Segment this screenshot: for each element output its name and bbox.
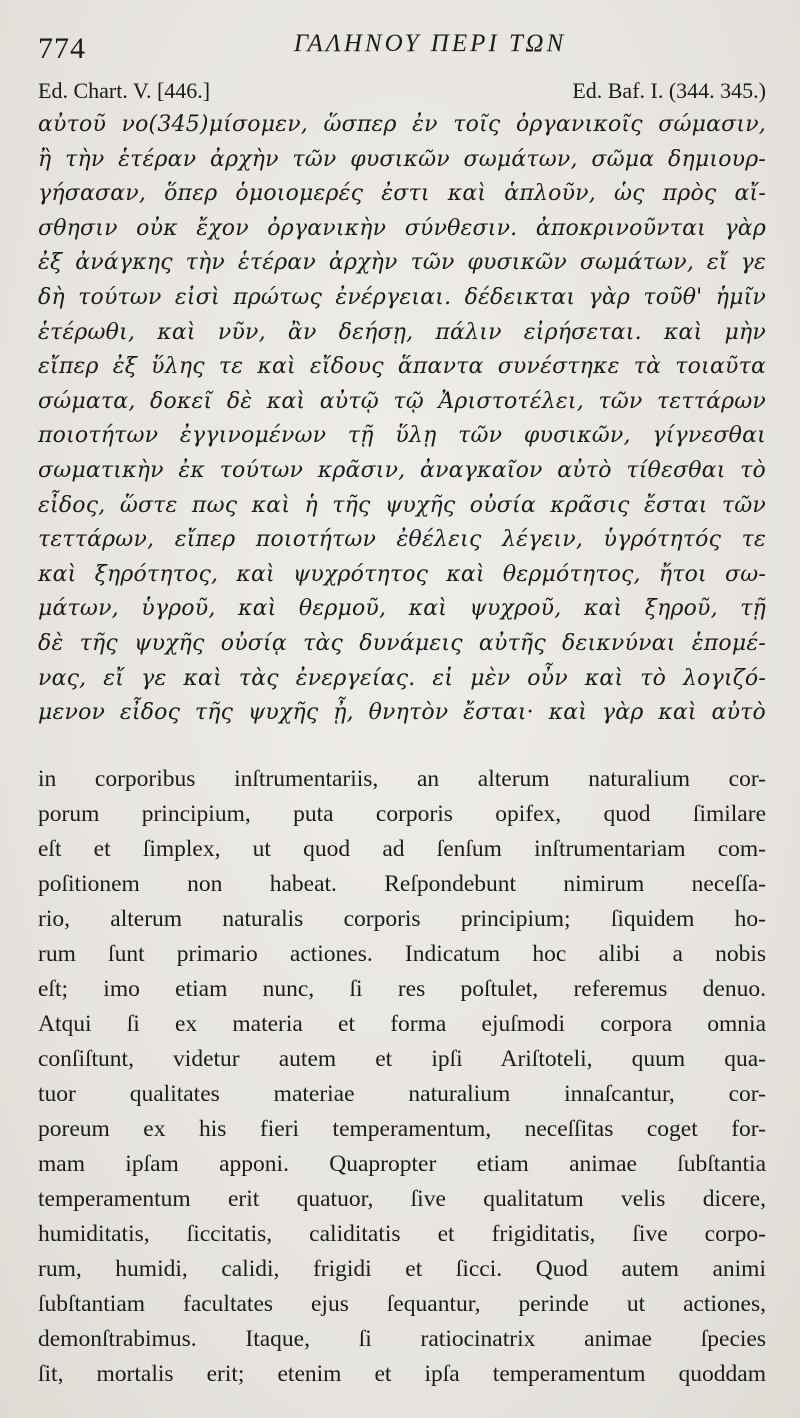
greek-text-line: ἐξ ἀνάγκης τὴν ἑτέραν ἀρχὴν τῶν φυσικῶν σωμάτων, εἴ γε [38,250,766,276]
latin-text-line: ſubſtantiam facultates ejus ſequantur, perinde ut actiones, [38,1291,766,1317]
latin-text-line: humiditatis, ſiccitatis, caliditatis et frigiditatis, ſive corpo- [38,1221,766,1247]
latin-text-line: poſitionem non habeat. Reſpondebunt nimirum neceſſa- [38,871,766,897]
latin-text-line: rio, alterum naturalis corporis principium; ſiquidem ho- [38,906,766,932]
greek-text-line: τεττάρων, εἴπερ ποιοτήτων ἐθέλεις λέγειν, ὑγρότητός τε [38,527,766,553]
latin-text-line: poreum ex his fieri temperamentum, neceſſitas coget for- [38,1116,766,1142]
greek-text-line: σθησιν οὐκ ἔχον ὀργανικὴν σύνθεσιν. ἀποκρινοῦνται γὰρ [38,215,766,241]
latin-text-line: eſt; imo etiam nunc, ſi res poſtulet, referemus denuo. [38,976,766,1002]
latin-text-line: conſiſtunt, videtur autem et ipſi Ariſtoteli, quum qua- [38,1046,766,1072]
page-number: 774 [38,32,86,65]
greek-text-line: δὴ τούτων εἰσὶ πρώτως ἐνέργειαι. δέδεικται γὰρ τοῦθ' ἡμῖν [38,284,766,310]
latin-text-line: rum ſunt primario actiones. Indicatum hoc alibi a nobis [38,941,766,967]
greek-text-line: δὲ τῆς ψυχῆς οὐσίᾳ τὰς δυνάμεις αὐτῆς δεικνύναι ἑπομέ- [38,630,766,656]
greek-text-line: νας, εἴ γε καὶ τὰς ἐνεργείας. εἰ μὲν οὖν καὶ τὸ λογιζό- [38,665,766,691]
greek-text-line: εἴπερ ἐξ ὕλης τε καὶ εἴδους ἅπαντα συνέστηκε τὰ τοιαῦτα [38,354,766,380]
latin-text-line: mam ipſam apponi. Quapropter etiam animae ſubſtantia [38,1151,766,1177]
latin-text-line: eſt et ſimplex, ut quod ad ſenſum inſtrumentariam com- [38,836,766,862]
latin-text-block [38,762,766,1392]
latin-text-line: rum, humidi, calidi, frigidi et ſicci. Quod autem animi [38,1256,766,1282]
greek-text-line: ἑτέρωθι, καὶ νῦν, ἂν δεήσῃ, πάλιν εἰρήσεται. καὶ μὴν [38,319,766,345]
latin-text-line: temperamentum erit quatuor, ſive qualitatum velis dicere, [38,1186,766,1212]
edition-reference-basel: Ed. Baf. I. (344. 345.) [572,78,766,103]
latin-text-line: tuor qualitates materiae naturalium innaſcantur, cor- [38,1081,766,1107]
greek-text-line: ποιοτήτων ἐγγινομένων τῇ ὕλῃ τῶν φυσικῶν, γίγνεσθαι [38,423,766,449]
greek-text-line: μάτων, ὑγροῦ, καὶ θερμοῦ, καὶ ψυχροῦ, καὶ ξηροῦ, τῇ [38,596,766,622]
greek-text-line: σωματικὴν ἐκ τούτων κρᾶσιν, ἀναγκαῖον αὐτὸ τίθεσθαι τὸ [38,457,766,483]
edition-reference-chartier: Ed. Chart. V. [446.] [38,78,211,103]
greek-text-block [38,108,766,731]
greek-text-line: καὶ ξηρότητος, καὶ ψυχρότητος καὶ θερμότητος, ἤτοι σω- [38,561,766,587]
latin-text-line: demonſtrabimus. Itaque, ſi ratiocinatrix animae ſpecies [38,1326,766,1352]
latin-text-line: Atqui ſi ex materia et forma ejuſmodi corpora omnia [38,1011,766,1037]
latin-text-line: in corporibus inſtrumentariis, an alterum naturalium cor- [38,766,766,792]
greek-text-line: σώματα, δοκεῖ δὲ καὶ αὐτῷ τῷ Ἀριστοτέλει, τῶν τεττάρων [38,388,766,414]
latin-text-line: porum principium, puta corporis opifex, quod ſimilare [38,801,766,827]
greek-text-line: αὐτοῦ νο(345)μίσομεν, ὥσπερ ἐν τοῖς ὀργανικοῖς σώμασιν, [38,112,766,137]
greek-text-line: γήσασαν, ὅπερ ὁμοιομερές ἐστι καὶ ἁπλοῦν, ὡς πρὸς αἴ- [38,181,766,207]
latin-text-line: ſit, mortalis erit; etenim et ipſa temperamentum quoddam [38,1361,766,1387]
greek-text-line: εἶδος, ὥστε πως καὶ ἡ τῆς ψυχῆς οὐσία κρᾶσις ἔσται τῶν [38,492,766,518]
greek-text-line: ἢ τὴν ἑτέραν ἀρχὴν τῶν φυσικῶν σωμάτων, σῶμα δημιουρ- [38,146,766,172]
running-title: ΓΑΛΗΝΟΥ ΠΕΡΙ ΤΩΝ [293,30,567,57]
greek-text-line: μενον εἶδος τῆς ψυχῆς ᾖ, θνητὸν ἔσται· καὶ γὰρ καὶ αὐτὸ [38,700,766,726]
